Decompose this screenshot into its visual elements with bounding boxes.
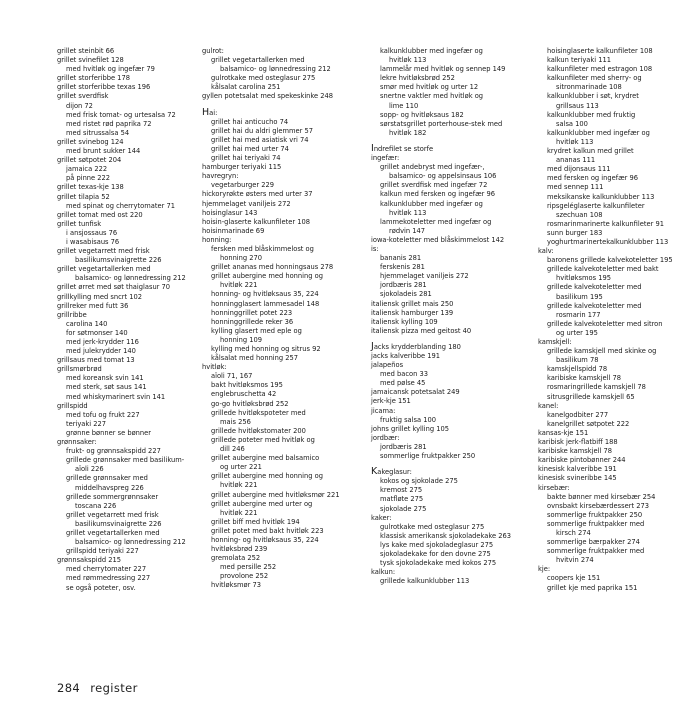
index-subentry: hvitløk 221 xyxy=(220,481,258,490)
index-subentry: grillede kalkunklubber 113 xyxy=(380,577,470,586)
index-entry: jalapeños xyxy=(371,361,404,370)
index-entry: grillkylling med sncrt 102 xyxy=(57,292,143,301)
index-subentry: sommerlige fruktpakker 250 xyxy=(380,452,476,461)
index-entry: gulrot: xyxy=(202,47,224,55)
index-subentry: sunn burger 183 xyxy=(547,228,603,237)
page-footer xyxy=(57,681,144,695)
index-subentry: lekre hvitløksbrød 252 xyxy=(380,74,455,83)
index-subentry: gremolata 252 xyxy=(211,554,261,563)
index-subentry: grillede kalvekoteletter med xyxy=(547,301,642,310)
section-heading-rest: ndrefilet se storfe xyxy=(373,144,434,153)
index-subentry: baronens grillede kalvekoteletter 195 xyxy=(547,256,673,265)
index-entry: karibiske kamskjell 78 xyxy=(538,447,612,456)
index-column-2 xyxy=(202,47,362,591)
index-subentry: rødvin 147 xyxy=(389,226,426,235)
index-subentry: se også poteter, osv. xyxy=(66,583,136,592)
index-entry: jerk-kje 151 xyxy=(371,397,411,406)
index-entry: kanel: xyxy=(538,401,559,410)
index-subentry: basilikumsvinaigrette 226 xyxy=(75,256,162,265)
section-initial: K xyxy=(371,466,378,478)
index-entry: ingefær: xyxy=(371,154,400,163)
index-subentry: middelhavspreg 226 xyxy=(75,483,144,492)
index-subentry: grillet vegetarrett med frisk xyxy=(66,510,159,519)
index-subentry: med brunt sukker 144 xyxy=(66,147,141,156)
index-subentry: grillet andebryst med ingefær-, xyxy=(380,163,485,172)
index-subentry: aïoli 71, 167 xyxy=(211,372,253,381)
index-entry: grillet tilapia 52 xyxy=(57,192,110,201)
index-subentry: i wasabisaus 76 xyxy=(66,237,120,246)
index-subentry: grillet hai med urter 74 xyxy=(211,144,289,153)
index-section-heading xyxy=(371,144,531,154)
index-subentry: jamaica 222 xyxy=(66,165,108,174)
index-entry: hamburger teriyaki 115 xyxy=(202,163,282,172)
index-entry: honning: xyxy=(202,235,232,244)
index-subentry: med julekrydder 140 xyxy=(66,347,136,356)
index-subentry: sitrusgrillede kamskjell 65 xyxy=(547,392,635,401)
index-subentry: tysk sjokoladekake med kokos 275 xyxy=(380,559,497,568)
index-entry: kaker: xyxy=(371,513,392,522)
index-entry: kinesisk kalveribbe 191 xyxy=(538,465,617,474)
index-column-3 xyxy=(371,47,531,586)
index-entry: hickoryrøkte østers med urter 37 xyxy=(202,190,313,199)
index-subentry: matfløte 275 xyxy=(380,495,424,504)
index-subentry: kokos og sjokolade 275 xyxy=(380,477,458,486)
index-subentry: med spinat og cherrytomater 71 xyxy=(66,201,175,210)
index-subentry: hvitløksbrød 239 xyxy=(211,545,268,554)
index-entry: kalkun: xyxy=(371,568,396,577)
index-subentry: krydret kalkun med grillet xyxy=(547,147,634,156)
index-subentry: grillede hvitløkstomater 200 xyxy=(211,426,306,435)
index-entry: jordbær: xyxy=(371,433,400,442)
index-column-1 xyxy=(57,47,217,593)
index-entry: gyllen potetsalat med spekeskinke 248 xyxy=(202,92,334,101)
index-subentry: sitronmarinade 108 xyxy=(556,83,622,92)
index-entry: italiensk kylling 109 xyxy=(371,317,438,326)
index-subentry: kalkunklubber med ingefær og xyxy=(547,128,650,137)
index-subentry: toscana 226 xyxy=(75,501,117,510)
section-heading-rest: ai: xyxy=(209,108,218,117)
index-entry: hoisinglasur 143 xyxy=(202,208,258,217)
index-subentry: og urter 195 xyxy=(556,328,598,337)
index-subentry: hvitløk 113 xyxy=(389,56,427,65)
index-subentry: grillet hai du aldri glemmer 57 xyxy=(211,126,314,135)
index-section-heading xyxy=(371,467,531,477)
index-subentry: grillet hai anticucho 74 xyxy=(211,117,289,126)
index-subentry: bananis 281 xyxy=(380,254,422,263)
index-subentry: jordbæris 281 xyxy=(380,442,427,451)
index-entry: jacks kalveribbe 191 xyxy=(371,352,441,360)
index-subentry: sommerlige fruktpakker 250 xyxy=(547,510,643,519)
index-subentry: hvitløksmør 73 xyxy=(211,581,261,590)
index-subentry: kremost 275 xyxy=(380,486,423,495)
index-entry: grillet svinebog 124 xyxy=(57,137,124,146)
index-subentry: fersken med blåskimmelost og xyxy=(211,244,314,253)
index-subentry: grillet sverdfisk med ingefær 72 xyxy=(380,181,488,190)
index-entry: johns grillet kylling 105 xyxy=(371,424,450,433)
index-subentry: sommerlige fruktpakker med xyxy=(547,519,645,528)
index-entry: kamskjell: xyxy=(538,338,572,346)
index-entry: grillsaus med tomat 13 xyxy=(57,356,135,365)
index-subentry: rosmarin 177 xyxy=(556,310,601,319)
index-subentry: ovnsbakt kirsebærdessert 273 xyxy=(547,501,649,510)
index-subentry: vegetarburger 229 xyxy=(211,181,275,190)
index-entry: grillet steinbit 66 xyxy=(57,47,115,55)
index-subentry: karibiske kamskjell 78 xyxy=(547,374,621,383)
index-subentry: basilikum 195 xyxy=(556,292,603,301)
index-subentry: englebruschetta 42 xyxy=(211,390,277,399)
index-subentry: grillsaus 113 xyxy=(556,101,599,110)
index-entry: karibiske pintobønner 244 xyxy=(538,456,626,465)
index-subentry: med sennep 111 xyxy=(547,183,604,192)
index-subentry: honning 270 xyxy=(220,254,263,263)
index-subentry: ananas 111 xyxy=(556,156,596,165)
index-subentry: ferskenis 281 xyxy=(380,263,425,272)
index-entry: grillribbe xyxy=(57,310,87,319)
index-subentry: kålsalat med honning 257 xyxy=(211,354,299,363)
index-subentry: hvitløksmos 195 xyxy=(556,274,611,283)
index-subentry: hvitløk 113 xyxy=(389,208,427,217)
index-subentry: grillet potet med bakt hvitløk 223 xyxy=(211,526,324,535)
index-subentry: med ristet rød paprika 72 xyxy=(66,119,152,128)
index-subentry: og urter 221 xyxy=(220,463,262,472)
index-entry: havregryn: xyxy=(202,172,239,181)
index-subentry: grillede poteter med hvitløk og xyxy=(211,435,315,444)
index-subentry: med rømmedressing 227 xyxy=(66,574,151,583)
page-number: 284 xyxy=(57,681,81,695)
index-column-4 xyxy=(538,47,698,593)
index-subentry: grillede kalvekoteletter med sitron xyxy=(547,319,663,328)
index-subentry: kylling glasert med eple og xyxy=(211,326,302,335)
index-subentry: hoisinglaserte kalkunfileter 108 xyxy=(547,47,653,55)
index-subentry: sjokolade 275 xyxy=(380,504,427,513)
index-entry: kansas-kje 151 xyxy=(538,428,589,437)
section-initial: J xyxy=(371,340,374,352)
index-entry: grillet søtpotet 204 xyxy=(57,156,122,165)
index-subentry: aïoli 226 xyxy=(75,465,104,474)
index-subentry: lammelår med hvitløk og sennep 149 xyxy=(380,65,506,74)
index-subentry: honning- og hvitløksaus 35, 224 xyxy=(211,290,319,299)
index-section-heading xyxy=(202,108,362,118)
index-subentry: szechuan 108 xyxy=(556,210,603,219)
index-section-heading xyxy=(371,342,531,352)
index-subentry: honning- og hvitløksaus 35, 224 xyxy=(211,535,319,544)
index-entry: iowa-koteletter med blåskimmelost 142 xyxy=(371,235,505,244)
index-subentry: balsamico- og lønnedressing 212 xyxy=(220,65,331,74)
index-subentry: lime 110 xyxy=(389,101,419,110)
index-subentry: gulrotkake med osteglasur 275 xyxy=(211,74,316,83)
index-subentry: grillet aubergine med urter og xyxy=(211,499,313,508)
section-initial: I xyxy=(371,142,374,154)
index-subentry: hvitløk 221 xyxy=(220,281,258,290)
index-subentry: gulrotkake med osteglasur 275 xyxy=(380,522,485,531)
index-subentry: sørstatsgrillet porterhouse-stek med xyxy=(380,119,503,128)
index-subentry: bakte bønner med kirsebær 254 xyxy=(547,492,656,501)
index-subentry: kirsch 274 xyxy=(556,528,591,537)
index-subentry: meksikanske kalkunklubber 113 xyxy=(547,192,655,201)
index-entry: jicama: xyxy=(371,406,396,415)
index-entry: grillsmørbrød xyxy=(57,365,102,374)
index-subentry: kalkun teriyaki 111 xyxy=(547,56,612,65)
index-subentry: dijon 72 xyxy=(66,101,93,110)
index-subentry: honning 109 xyxy=(220,335,263,344)
index-subentry: med pølse 45 xyxy=(380,379,426,388)
index-entry: grillet storferibbe 178 xyxy=(57,74,130,83)
index-subentry: med persille 252 xyxy=(220,563,277,572)
index-subentry: med hvitløk og ingefær 79 xyxy=(66,65,155,74)
index-subentry: grillet aubergine med balsamico xyxy=(211,454,320,463)
section-initial: H xyxy=(202,106,210,118)
index-subentry: i ansjossaus 76 xyxy=(66,228,118,237)
index-subentry: balsamico- og lønnedressing 212 xyxy=(75,538,186,547)
index-entry: hoisin-glaserte kalkunfileter 108 xyxy=(202,217,311,226)
index-entry: grillet tomat med ost 220 xyxy=(57,210,143,219)
index-subentry: carolina 140 xyxy=(66,319,108,328)
section-heading-rest: acks krydderblanding 180 xyxy=(373,342,461,351)
index-entry: karibisk jerk-flatbiff 188 xyxy=(538,438,618,447)
index-subentry: på pinne 222 xyxy=(66,174,111,183)
index-subentry: grillede kalvekoteletter med xyxy=(547,283,642,292)
index-subentry: grillet vegetartallerken med xyxy=(66,528,160,537)
index-subentry: honninggrillede reker 36 xyxy=(211,317,294,326)
index-subentry: kamskjellspidd 78 xyxy=(547,365,608,374)
index-subentry: dill 246 xyxy=(220,445,245,454)
index-entry: kalv: xyxy=(538,247,554,256)
index-entry: grillet ørret med søt thaiglasur 70 xyxy=(57,283,171,292)
index-subentry: grillet hai med asiatisk vri 74 xyxy=(211,135,309,144)
index-subentry: mais 256 xyxy=(220,417,251,426)
index-subentry: grillede grønnsaker med basilikum- xyxy=(66,456,185,465)
index-subentry: grillede hvitløkspoteter med xyxy=(211,408,306,417)
index-subentry: grillede sommergrønnsaker xyxy=(66,492,159,501)
index-subentry: grillspidd teriyaki 227 xyxy=(66,547,139,556)
index-subentry: med whiskymarinert svin 141 xyxy=(66,392,166,401)
index-subentry: sopp- og hvitløksaus 182 xyxy=(380,110,464,119)
index-subentry: grillet ananas med honningsaus 278 xyxy=(211,263,334,272)
index-entry: grillet tunfisk xyxy=(57,219,102,228)
index-subentry: hvitløk 221 xyxy=(220,508,258,517)
index-subentry: med cherrytomater 227 xyxy=(66,565,147,574)
index-entry: grillet vegetarrett med frisk xyxy=(57,247,150,256)
index-subentry: grillet hai teriyaki 74 xyxy=(211,154,281,163)
index-subentry: frukt- og grønnsakspidd 227 xyxy=(66,447,161,456)
index-entry: grønnsakspidd 215 xyxy=(57,556,121,565)
index-subentry: ripsgeléglaserte kalkunfileter xyxy=(547,201,645,210)
index-entry: italiensk hamburger 139 xyxy=(371,308,454,317)
index-subentry: kålsalat carolina 251 xyxy=(211,83,281,92)
index-subentry: kalkunklubber i søt, krydret xyxy=(547,92,639,101)
index-subentry: balsamico- og appelsinsaus 106 xyxy=(389,172,497,181)
index-subentry: hvitløk 182 xyxy=(389,128,427,137)
index-subentry: grillet kje med paprika 151 xyxy=(547,583,638,592)
index-subentry: grillet aubergine med honning og xyxy=(211,472,323,481)
index-subentry: hjemmelaget vaniljeis 272 xyxy=(380,272,469,281)
index-subentry: grillet aubergine med hvitløksmør 221 xyxy=(211,490,340,499)
index-subentry: kanelgrillet søtpotet 222 xyxy=(547,419,630,428)
index-subentry: kylling med honning og sitrus 92 xyxy=(211,345,321,353)
index-subentry: honninggrillet potet 223 xyxy=(211,308,293,317)
index-entry: hoisinmarinade 69 xyxy=(202,226,265,235)
index-subentry: grillet vegetartallerken med xyxy=(211,56,305,65)
index-entry: kje: xyxy=(538,565,551,574)
index-entry: grillet svinefilet 128 xyxy=(57,56,124,65)
index-subentry: grillede kamskjell med skinke og xyxy=(547,347,657,356)
index-entry: grillet sverdfisk xyxy=(57,92,109,101)
index-subentry: kalkun med fersken og ingefær 96 xyxy=(380,190,496,199)
index-entry: italiensk grillet mais 250 xyxy=(371,299,454,308)
index-entry: grillspidd xyxy=(57,401,88,410)
index-subentry: lys kake med sjokoladeglasur 275 xyxy=(380,540,494,549)
index-subentry: yoghurtmarinertekalkunklubber 113 xyxy=(547,237,669,246)
index-entry: hvitløk: xyxy=(202,363,227,372)
index-subentry: basilikumsvinaigrette 226 xyxy=(75,519,162,528)
index-subentry: honningglasert lammesadel 148 xyxy=(211,299,320,308)
index-subentry: for søtmonser 140 xyxy=(66,328,128,337)
index-subentry: med tofu og frukt 227 xyxy=(66,410,140,419)
index-subentry: snertne vaktler med hvitløk og xyxy=(380,92,484,101)
section-heading-rest: akeglasur: xyxy=(377,468,412,477)
index-subentry: sjokoladeis 281 xyxy=(380,290,432,299)
index-subentry: kalkunklubber med ingefær og xyxy=(380,199,483,208)
index-entry: grillet storferibbe texas 196 xyxy=(57,83,151,92)
index-subentry: kalkunfileter med estragon 108 xyxy=(547,65,653,74)
index-subentry: rosmarinmarinerte kalkunfileter 91 xyxy=(547,219,664,228)
index-subentry: med koreansk svin 141 xyxy=(66,374,144,383)
index-subentry: fruktig salsa 100 xyxy=(380,415,436,424)
index-entry: kirsebær: xyxy=(538,483,570,492)
index-entry: is: xyxy=(371,244,379,253)
index-entry: grillet vegetartallerken med xyxy=(57,265,151,274)
index-subentry: med frisk tomat- og urtesalsa 72 xyxy=(66,110,176,119)
index-subentry: med fersken og ingefær 96 xyxy=(547,174,639,183)
index-entry: kinesisk svineribbe 145 xyxy=(538,474,617,483)
index-subentry: teriyaki 227 xyxy=(66,419,107,428)
index-entry: hjemmelaget vaniljeis 272 xyxy=(202,199,291,208)
index-subentry: grillet biff med hvitløk 194 xyxy=(211,517,300,526)
index-subentry: grønne bønner se bønner xyxy=(66,428,152,437)
index-subentry: go-go hvitløksbrød 252 xyxy=(211,399,289,408)
index-subentry: med sterk, søt saus 141 xyxy=(66,383,147,392)
index-subentry: grillet aubergine med honning og xyxy=(211,272,323,281)
index-subentry: sommerlige fruktpakker med xyxy=(547,547,645,556)
index-subentry: grillede kalvekoteletter med bakt xyxy=(547,265,659,274)
index-subentry: bakt hvitløksmos 195 xyxy=(211,381,283,390)
index-entry: jamaicansk potetsalat 249 xyxy=(371,388,460,397)
index-subentry: kalkunklubber med ingefær og xyxy=(380,47,483,55)
index-subentry: provolone 252 xyxy=(220,572,269,581)
index-subentry: rosmaringrillede kamskjell 78 xyxy=(547,383,646,392)
index-subentry: klassisk amerikansk sjokoladekake 263 xyxy=(380,531,512,540)
index-subentry: basilikum 78 xyxy=(556,356,599,365)
index-subentry: med bacon 33 xyxy=(380,370,428,379)
index-entry: italiensk pizza med geitost 40 xyxy=(371,326,472,335)
index-subentry: med sitrussalsa 54 xyxy=(66,128,130,137)
index-entry: grillreker med futt 36 xyxy=(57,301,129,310)
index-entry: grønnsaker: xyxy=(57,438,97,447)
index-subentry: lammekoteletter med ingefær og xyxy=(380,217,492,226)
index-subentry: med jerk-krydder 116 xyxy=(66,338,139,346)
index-entry: grillet texas-kje 138 xyxy=(57,183,124,192)
index-subentry: coopers kje 151 xyxy=(547,574,601,583)
index-subentry: smør med hvitløk og urter 12 xyxy=(380,83,479,92)
index-subentry: hvitløk 113 xyxy=(556,137,594,146)
index-subentry: hvitvin 274 xyxy=(556,556,594,565)
index-subentry: jordbæris 281 xyxy=(380,281,427,290)
index-subentry: salsa 100 xyxy=(556,119,588,128)
index-subentry: med dijonsaus 111 xyxy=(547,165,611,174)
index-subentry: sjokoladekake for den dovne 275 xyxy=(380,549,491,558)
index-subentry: balsamico- og lønnedressing 212 xyxy=(75,274,186,283)
index-subentry: kanelgodbiter 277 xyxy=(547,410,609,419)
index-subentry: kalkunfileter med sherry- og xyxy=(547,74,642,83)
index-subentry: sommerlige bærpakker 274 xyxy=(547,538,640,547)
index-subentry: kalkunklubber med fruktig xyxy=(547,110,636,119)
index-subentry: grillede grønnsaker med xyxy=(66,474,148,483)
section-title: register xyxy=(90,681,138,695)
